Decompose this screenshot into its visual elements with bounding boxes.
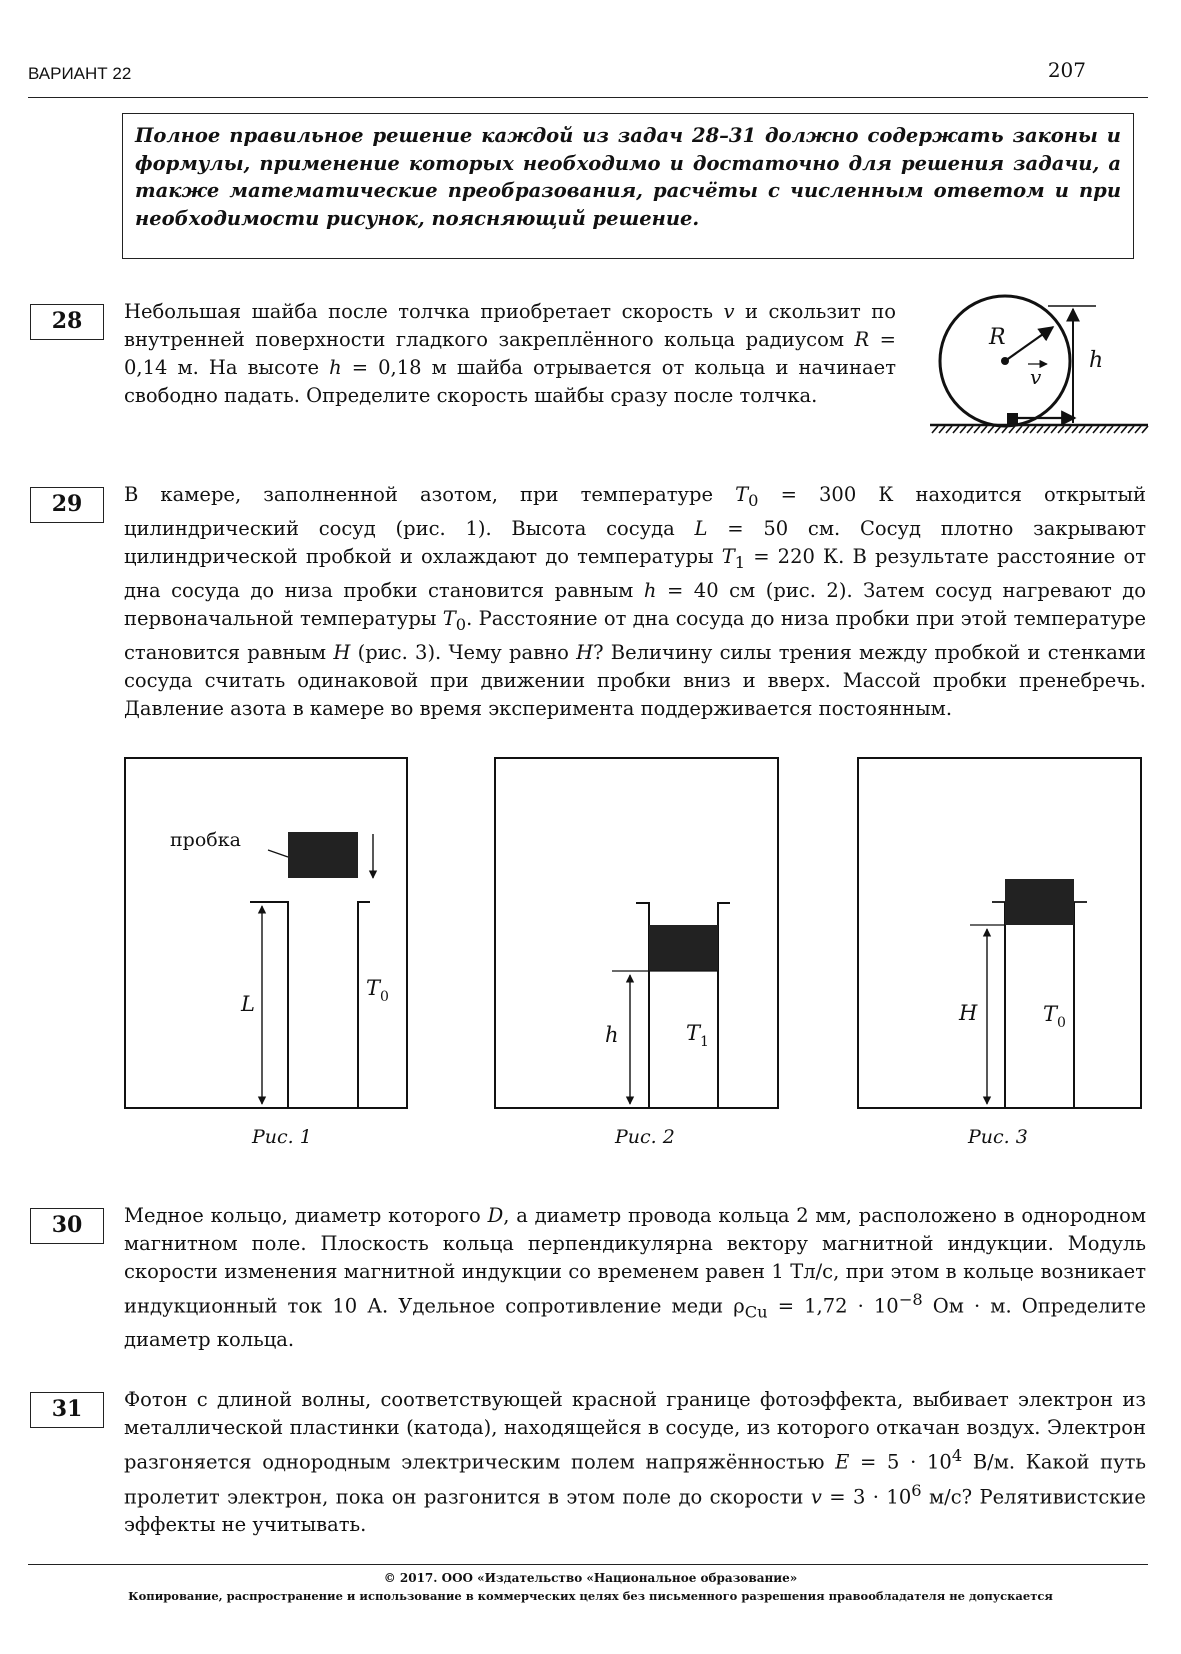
copyright-line: © 2017. ООО «Издательство «Национальное образование» <box>383 1571 798 1585</box>
fig2-h-label: h <box>605 1023 619 1047</box>
page-number: 207 <box>1047 58 1086 82</box>
fig1-plug-leader <box>268 850 288 857</box>
height-label: h <box>1089 348 1104 373</box>
radius-label: R <box>989 325 1006 350</box>
fig1-caption: Рис. 1 <box>252 1126 312 1148</box>
fig2-vessel-left-wall <box>636 903 649 1108</box>
fig1-L-label: L <box>241 992 255 1016</box>
fig2-T-label: $T_1$ <box>686 1021 709 1050</box>
task-29-text: В камере, заполненной азотом, при температуре $T_0 = 300$ К находится открытый цилиндрический сосуд (рис. 1). Высота сосуда L = 50 см. Сосуд плотно закрывают цилиндрической пробкой и охлаждают до температуры $T_1 = 220$ К. В результате расстояние от дна сосуда до низа пробки становится равным h = 40 см (рис. 2). Затем сосуд нагревают до первоначальной температуры $T_0$. Расстояние от дна сосуда до низа пробки при этой температуре становится равным H (рис. 3). Чему равно H? Величину силы трения между пробкой и стенками сосуда считать одинаковой при движении пробки вниз и вверх. Массой пробки пренебречь. Давление азота в камере во время эксперимента поддерживается постоянным. <box>124 483 1147 720</box>
fig1-plug <box>288 832 358 878</box>
fig2-caption: Рис. 2 <box>615 1126 675 1148</box>
fig1-vessel-left-wall <box>250 902 288 1108</box>
footer-rule <box>28 1564 1148 1565</box>
fig1-T-label: $T_0$ <box>366 976 389 1005</box>
fig2-chamber <box>495 758 778 1108</box>
rights-notice: Копирование, распространение и использование в коммерческих целях без письменного разрешения правообладателя не допускается <box>128 1589 1053 1603</box>
fig3-chamber <box>858 758 1141 1108</box>
task-28-number: 28 <box>30 304 104 340</box>
variant-label: ВАРИАНТ 22 <box>28 64 132 83</box>
fig3-plug <box>1005 879 1074 925</box>
task-28-text: Небольшая шайба после толчка приобретает скорость v и скользит по внутренней поверхности гладкого закреплённого кольца радиусом R = 0,14 м. На высоте h = 0,18 м шайба отрывается от кольца и начинает свободно падать. Определите скорость шайбы сразу после толчка. <box>124 300 896 407</box>
fig3-caption: Рис. 3 <box>968 1126 1028 1148</box>
fig1-plug-label: пробка <box>170 829 241 851</box>
task-30-text: Медное кольцо, диаметр которого D, а диаметр провода кольца 2 мм, расположено в однородном магнитном поле. Плоскость кольца перпендикулярна вектору магнитной индукции. Модуль скорости изменения магнитной индукции со временем равен 1 Тл/с, при этом в кольце возникает индукционный ток 10 А. Удельное сопротивление меди $\rho_{Cu} = 1,72 \cdot 10^{-8}$ Ом · м. Определите диаметр кольца. <box>124 1204 1146 1352</box>
velocity-label: v <box>1030 365 1042 389</box>
task-29-number: 29 <box>30 487 104 523</box>
task-31-number: 31 <box>30 1392 104 1428</box>
fig1-chamber <box>125 758 407 1108</box>
fig3-T-label: $T_0$ <box>1043 1002 1066 1031</box>
fig2-plug <box>649 925 718 971</box>
fig3-H-label: H <box>959 1001 978 1025</box>
task-30-number: 30 <box>30 1208 104 1244</box>
fig2-vessel-right-wall <box>718 903 730 1108</box>
fig1-vessel-right-wall <box>358 902 370 1108</box>
task-31-text: Фотон с длиной волны, соответствующей красной границе фотоэффекта, выбивает электрон из металлической пластинки (катода), находящейся в сосуде, из которого откачан воздух. Электрон разгоняется однородным электрическим полем напряжённостью $E = 5 \cdot 10^4$ В/м. Какой путь пролетит электрон, пока он разгонится в этом поле до скорости $v = 3 \cdot 10^6$ м/с? Релятивистские эффекты не учитывать. <box>124 1388 1146 1536</box>
instructions-box: Полное правильное решение каждой из задач 28–31 должно содержать законы и формулы, применение которых необходимо и достаточно для решения задачи, а также математические преобразования, расчёты с численным ответом и при необходимости рисунок, поясняющий решение. <box>122 113 1134 259</box>
